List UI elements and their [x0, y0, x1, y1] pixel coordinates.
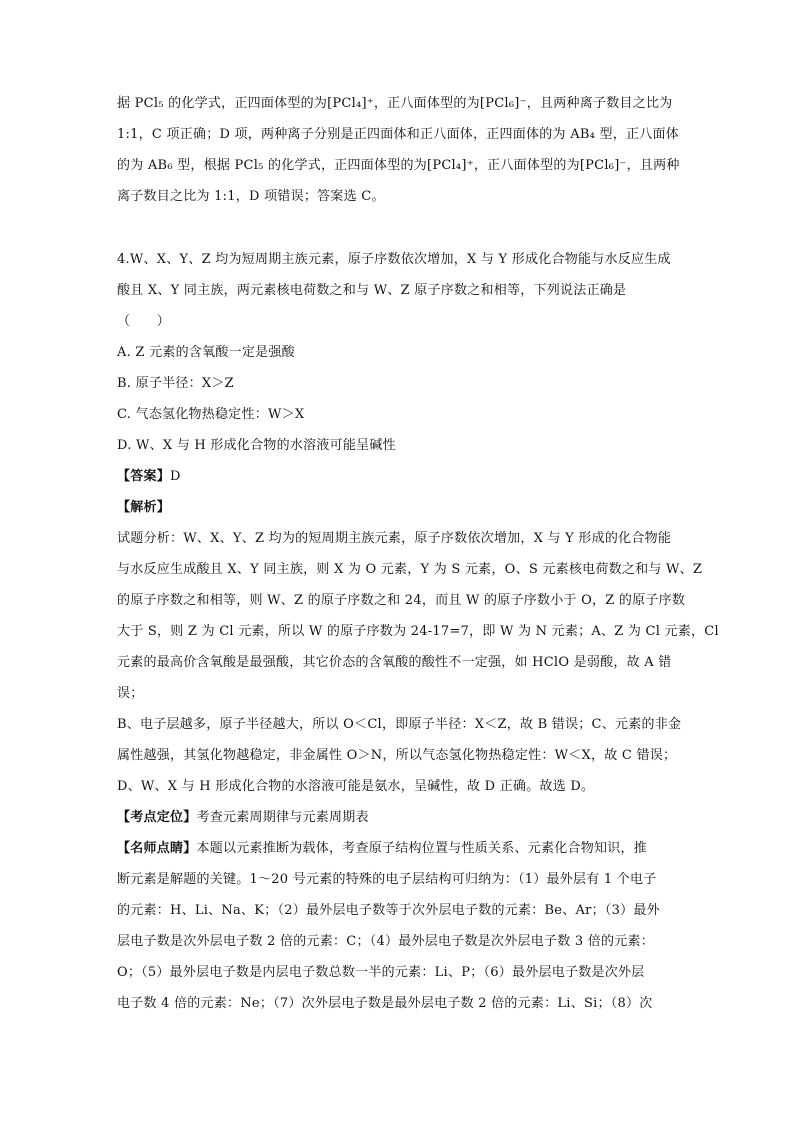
question-stem-line-2: 酸且 X、Y 同主族，两元素核电荷数之和与 W、Z 原子序数之和相等，下列说法正确是 [117, 283, 627, 298]
top-paragraph-line-1: 据 PCl₅ 的化学式，正四面体型的为[PCl₄]⁺，正八面体型的为[PCl₆]⁻，且两种离子数目之比为 [117, 96, 673, 111]
mingshi-line-5: O；（5）最外层电子数是内层电子数总数一半的元素：Li、P；（6）最外层电子数是次外层 [117, 965, 645, 980]
analysis-line-9: D、W、X 与 H 形成化合物的水溶液可能是氨水，呈碱性，故 D 正确。故选 D。 [117, 779, 595, 794]
kaodian-line [117, 810, 369, 826]
analysis-line-2: 与水反应生成酸且 X、Y 同主族，则 X 为 O 元素，Y 为 S 元素，O、S 元素核电荷数之和与 W、Z [117, 562, 703, 577]
question-stem-line-1: 4.W、X、Y、Z 均为短周期主族元素，原子序数依次增加，X 与 Y 形成化合物能与水反应生成 [117, 252, 671, 267]
mingshi-line-3: 的元素：H、Li、Na、K；（2）最外层电子数等于次外层电子数的元素：Be、Ar；（3）最外 [117, 903, 660, 918]
question-blank: （ ） [117, 314, 171, 329]
mingshi-line-6: 电子数 4 倍的元素：Ne；（7）次外层电子数是最外层电子数 2 倍的元素：Li、Si；（8）次 [117, 996, 653, 1011]
answer-value: D [170, 469, 181, 484]
analysis-line-5: 元素的最高价含氧酸是最强酸，其它价态的含氧酸的酸性不一定强，如 HClO 是弱酸，故 A 错 [117, 655, 672, 670]
option-a: A. Z 元素的含氧酸一定是强酸 [117, 345, 295, 360]
kaodian-label: 【考点定位】 [117, 810, 197, 825]
answer-line [117, 469, 181, 485]
analysis-label: 【解析】 [117, 500, 171, 515]
analysis-line-4: 大于 S，则 Z 为 Cl 元素，所以 W 的原子序数为 24-17=7，即 W 为 N 元素；A、Z 为 Cl 元素，Cl [117, 624, 719, 639]
analysis-line-7: B、电子层越多，原子半径越大，所以 O＜Cl，即原子半径：X＜Z，故 B 错误；C、元素的非金 [117, 717, 682, 732]
mingshi-label: 【名师点睛】 [117, 841, 197, 856]
mingshi-line-1: 【名师点睛】本题以元素推断为载体，考查原子结构位置与性质关系、元素化合物知识，推 [117, 841, 648, 856]
mingshi-line-2: 断元素是解题的关键。1～20 号元素的特殊的电子层结构可归纳为：（1）最外层有 1 个电子 [117, 872, 657, 887]
kaodian-value: 考查元素周期律与元素周期表 [196, 810, 369, 825]
top-paragraph-line-4: 离子数目之比为 1:1，D 项错误；答案选 C。 [117, 189, 385, 204]
option-c: C. 气态氢化物热稳定性：W＞X [117, 407, 305, 422]
option-d: D. W、X 与 H 形成化合物的水溶液可能呈碱性 [117, 438, 396, 453]
top-paragraph-line-3: 的为 AB₆ 型，根据 PCl₅ 的化学式，正四面体型的为[PCl₄]⁺，正八面体型的为[PCl₆]⁻，且两种 [117, 158, 680, 173]
analysis-line-1: 试题分析：W、X、Y、Z 均为的短周期主族元素，原子序数依次增加，X 与 Y 形成的化合物能 [117, 531, 672, 546]
top-paragraph-line-2: 1:1，C 项正确；D 项，两种离子分别是正四面体和正八面体，正四面体的为 AB₄ 型，正八面体 [117, 127, 679, 142]
answer-label: 【答案】 [117, 469, 171, 484]
analysis-line-6: 误； [117, 686, 144, 701]
analysis-line-3: 的原子序数之和相等，则 W、Z 的原子序数之和 24，而且 W 的原子序数小于 O，Z 的原子序数 [117, 593, 686, 608]
mingshi-line-4: 层电子数是次外层电子数 2 倍的元素：C；（4）最外层电子数是次外层电子数 3 倍的元素： [117, 934, 655, 949]
analysis-line-8: 属性越强，其氢化物越稳定，非金属性 O＞N，所以气态氢化物热稳定性：W＜X，故 C 错误； [117, 748, 677, 763]
option-b: B. 原子半径：X＞Z [117, 376, 234, 391]
